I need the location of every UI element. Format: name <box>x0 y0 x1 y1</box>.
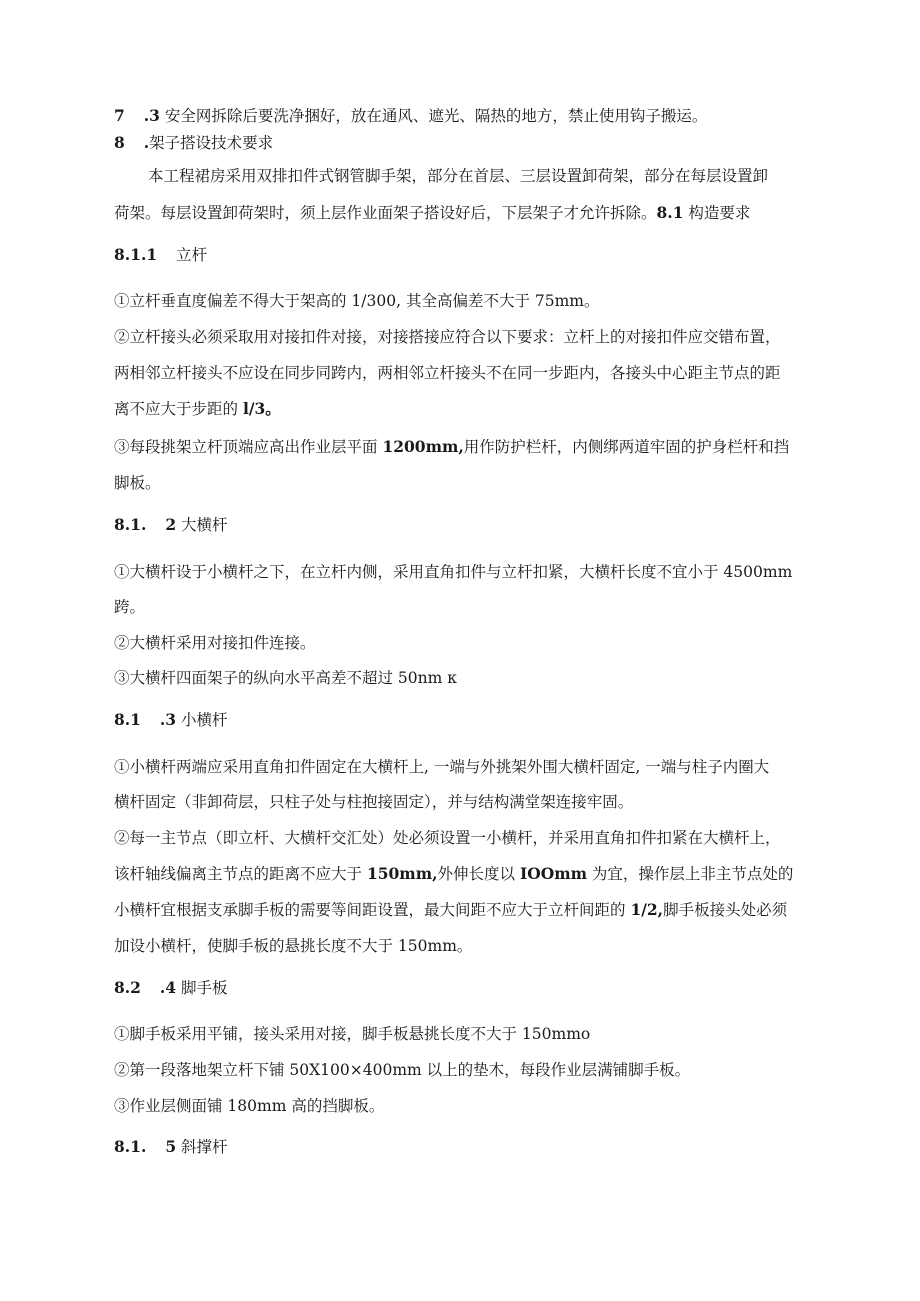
list-text: 该杆轴线偏离主节点的距离不应大于 <box>114 865 367 883</box>
paragraph-line <box>114 201 750 223</box>
sub-number: .4 <box>159 978 177 997</box>
section-title: 立杆 <box>176 246 208 264</box>
ratio-value: 1/2, <box>630 900 664 919</box>
list-item: ②立杆接头必须采取用对接扣件对接，对接搭接应符合以下要求：立杆上的对接扣件应交错布置， <box>114 328 781 346</box>
list-item-continued: 跨。 <box>114 598 146 616</box>
list-text: ③每段挑架立杆顶端应高出作业层平面 <box>114 438 383 456</box>
section-title: 脚手板 <box>176 979 228 997</box>
section-title: 小横杆 <box>176 711 228 729</box>
paragraph-line: 本工程裙房采用双排扣件式钢管脚手架，部分在首层、三层设置卸荷架，部分在每层设置卸 <box>148 167 769 185</box>
sub-number: 2 <box>165 515 177 534</box>
section-number: 8.1 <box>656 203 684 222</box>
list-text: 小横杆宜根据支承脚手板的需要等间距设置，最大间距不应大于立杆间距的 <box>114 901 631 919</box>
section-number: 8.1. <box>114 515 147 534</box>
list-item-continued <box>114 898 787 920</box>
list-item: ②每一主节点（即立杆、大横杆交汇处）处必须设置一小横杆，并采用直角扣件扣紧在大横杆上， <box>114 829 781 847</box>
list-item: ②第一段落地架立杆下铺 50X100×400mm 以上的垫木，每段作业层满铺脚手板。 <box>114 1061 691 1079</box>
section-number: 8.1. <box>114 1137 147 1156</box>
sub-number: . <box>143 133 150 152</box>
heading-8-1-1 <box>114 243 207 265</box>
list-text: 脚手板接头处必须 <box>663 901 788 919</box>
sub-number: .3 <box>143 106 160 125</box>
section-number: 8.1 <box>114 710 141 729</box>
list-item-continued <box>114 862 793 884</box>
list-item: ③作业层侧面铺 180mm 高的挡脚板。 <box>114 1097 385 1115</box>
length-value: IOOmm <box>519 864 587 883</box>
heading-8-1-5 <box>114 1135 228 1157</box>
paragraph-text: 安全网拆除后要洗净捆好，放在通风、遮光、隔热的地方，禁止使用钩子搬运。 <box>159 107 708 125</box>
list-item-continued: 加设小横杆，使脚手板的悬挑长度不大于 150mm。 <box>114 937 473 955</box>
item-number: 7 <box>114 106 125 125</box>
paragraph-7-3 <box>114 104 707 126</box>
height-value: 1200mm, <box>382 437 464 456</box>
section-number: 8.1.1 <box>114 245 158 264</box>
sub-number: .3 <box>159 710 177 729</box>
distance-value: 150mm, <box>366 864 438 883</box>
heading-text: 架子搭设技术要求 <box>149 134 274 152</box>
heading-8-1-3 <box>114 708 228 730</box>
list-item <box>114 435 789 457</box>
list-item: ①脚手板采用平铺，接头采用对接，脚手板悬挑长度不大于 150mmo <box>114 1025 591 1043</box>
section-title: 大横杆 <box>176 516 228 534</box>
section-number: 8.2 <box>114 978 141 997</box>
section-title: 构造要求 <box>683 204 751 222</box>
list-text: 离不应大于步距的 <box>114 400 243 418</box>
paragraph-text: 荷架。每层设置卸荷架时，须上层作业面架子搭设好后，下层架子才允许拆除。 <box>114 204 657 222</box>
list-text: 外伸长度以 <box>437 865 520 883</box>
list-item: ③大横杆四面架子的纵向水平高差不超过 50nm κ <box>114 669 457 687</box>
ratio-value: l/3。 <box>242 399 281 418</box>
list-item-continued: 两相邻立杆接头不应设在同步同跨内，两相邻立杆接头不在同一步距内，各接头中心距主节点的距 <box>114 364 781 382</box>
heading-8 <box>114 131 273 153</box>
heading-8-1-2 <box>114 513 228 535</box>
list-item-continued <box>114 397 281 419</box>
section-title: 斜撑杆 <box>176 1138 228 1156</box>
list-item: ①小横杆两端应采用直角扣件固定在大横杆上, 一端与外挑架外围大横杆固定, 一端与柱子内圈大 <box>114 758 770 776</box>
item-number: 8 <box>114 133 125 152</box>
sub-number: 5 <box>165 1137 177 1156</box>
list-item: ②大横杆采用对接扣件连接。 <box>114 634 316 652</box>
heading-8-2 <box>114 976 228 998</box>
list-text: 为宜，操作层上非主节点处的 <box>587 865 794 883</box>
list-text: 用作防护栏杆，内侧绑两道牢固的护身栏杆和挡 <box>463 438 790 456</box>
list-item-continued: 脚板。 <box>114 474 161 492</box>
list-item-continued: 横杆固定（非卸荷层，只柱子处与柱抱接固定），并与结构满堂架连接牢固。 <box>114 793 634 811</box>
list-item: ①立杆垂直度偏差不得大于架高的 1/300, 其全高偏差不大于 75mm。 <box>114 292 600 310</box>
list-item: ①大横杆设于小横杆之下，在立杆内侧，采用直角扣件与立杆扣紧，大横杆长度不宜小于 4500mm <box>114 563 793 581</box>
